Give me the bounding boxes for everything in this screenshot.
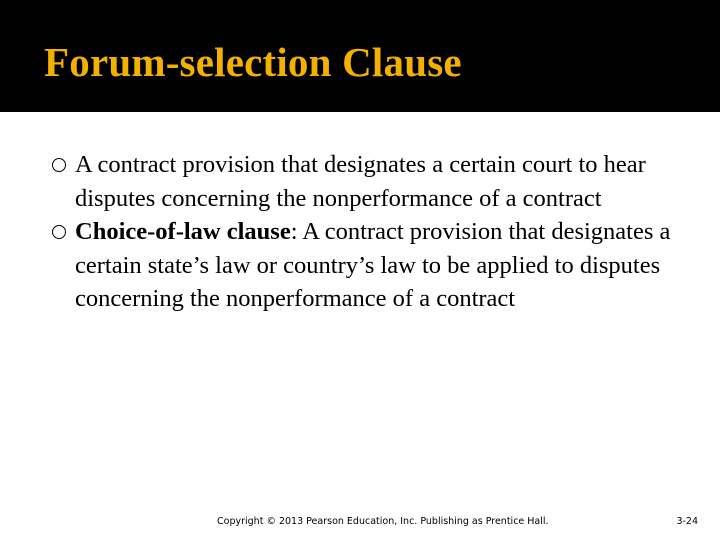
slide-content [50, 148, 690, 316]
bullet-item [50, 148, 690, 215]
bullet-term: Choice-of-law clause [75, 218, 291, 245]
bullet-text: A contract provision that designates a certain court to hear disputes concerning the nonperformance of a contract [75, 151, 646, 212]
bullet-text: : A contract provision that designates a certain state’s law or country’s law to be applied to disputes concerning the nonperformance of a contract [75, 218, 671, 312]
page-number: 3-24 [676, 516, 698, 527]
circle-bullet-icon [52, 225, 66, 239]
bullet-item [50, 215, 690, 316]
slide-title: Forum-selection Clause [44, 39, 462, 85]
footer-copyright: Copyright © 2013 Pearson Education, Inc. Publishing as Prentice Hall. [217, 516, 549, 527]
circle-bullet-icon [52, 158, 66, 172]
